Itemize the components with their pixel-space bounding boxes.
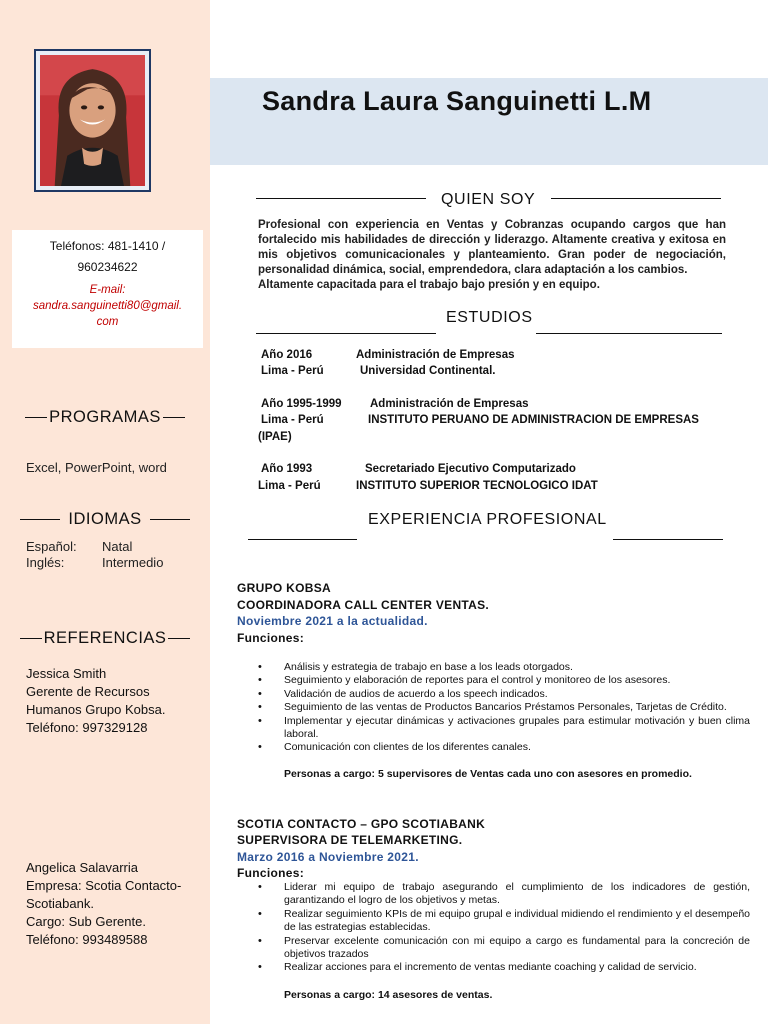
experiencia-title: EXPERIENCIA PROFESIONAL: [368, 511, 607, 528]
study-place: Lima - Perú: [258, 480, 321, 492]
email-link[interactable]: sandra.sanguinetti80@gmail.: [32, 300, 183, 312]
reference-line: Humanos Grupo Kobsa.: [26, 702, 166, 717]
language-name: Español:: [26, 539, 77, 554]
phone-line: Teléfonos: 481-1410 /: [49, 239, 166, 253]
programas-text: Excel, PowerPoint, word: [26, 460, 167, 475]
reference-line: Teléfono: 997329128: [26, 720, 148, 735]
phone-line: 960234622: [77, 260, 138, 274]
profile-photo: [40, 55, 145, 186]
list-item: • Liderar mi equipo de trabajo asegurando el cumplimiento de los indicadores de gestión, garantizando el logro de los objetivos y metas.: [258, 881, 750, 908]
programas-title: PROGRAMAS: [49, 408, 161, 426]
study-institution: Universidad Continental.: [360, 365, 496, 377]
idiomas-heading: [0, 510, 210, 529]
list-item: • Implementar y ejecutar dinámicas y activaciones grupales para estimular motivación y buen clima laboral.: [258, 715, 750, 742]
referencias-heading: [0, 629, 210, 648]
study-institution: INSTITUTO PERUANO DE ADMINISTRACION DE EMPRESAS: [368, 414, 699, 426]
about-text: Profesional con experiencia en Ventas y Cobranzas ocupando cargos que han fortalecido mis habilidades de dirección y liderazgo. Altamente creativa y exitosa en mis objetivos comunicacionales y planteamiento. Gran poder de negociación, personalidad dinámica, social, emprendedora, clara adaptación a los cambios.: [258, 219, 726, 276]
section-rule: [551, 198, 721, 199]
job-period: Noviembre 2021 a la actualidad.: [237, 614, 428, 628]
job-company: SCOTIA CONTACTO – GPO SCOTIABANK: [237, 817, 486, 831]
heading-rule: [25, 417, 47, 418]
programas-heading: [0, 408, 210, 427]
heading-rule: [20, 638, 42, 639]
list-item: • Realizar acciones para el incremento de ventas mediante coaching y calidad de servicio.: [258, 961, 750, 974]
language-row: [26, 539, 133, 554]
job-functions-label: Funciones:: [237, 866, 305, 880]
reference-line: Cargo: Sub Gerente.: [26, 914, 146, 929]
study-year: Año 2016: [261, 349, 313, 361]
list-item: • Seguimiento y elaboración de reportes para el control y monitoreo de los asesores.: [258, 674, 750, 687]
list-item: • Seguimiento de las ventas de Productos Bancarios Préstamos Personales, Tarjetas de Crédito.: [258, 701, 750, 714]
section-rule: [256, 333, 436, 334]
heading-rule: [20, 519, 60, 520]
profile-photo-frame: [34, 49, 151, 192]
heading-rule: [163, 417, 185, 418]
heading-rule: [168, 638, 190, 639]
language-level: Intermedio: [102, 555, 164, 570]
study-program: Secretariado Ejecutivo Computarizado: [365, 463, 576, 475]
language-row: [26, 555, 164, 570]
reference-line: Angelica Salavarria: [26, 860, 139, 875]
email-label: E-mail:: [89, 284, 126, 296]
heading-rule: [150, 519, 190, 520]
contact-box: [12, 230, 203, 348]
language-level: Natal: [102, 539, 133, 554]
job-period: Marzo 2016 a Noviembre 2021.: [237, 850, 419, 864]
job-role: SUPERVISORA DE TELEMARKETING.: [237, 833, 463, 847]
job-functions-list: [258, 881, 750, 975]
job-functions-list: [258, 661, 750, 755]
reference-entry: [26, 859, 206, 949]
list-item: • Comunicación con clientes de los diferentes canales.: [258, 741, 750, 754]
study-program: Administración de Empresas: [356, 349, 515, 361]
estudios-title: ESTUDIOS: [446, 309, 533, 326]
reference-line: Jessica Smith: [26, 666, 107, 681]
reference-line: Gerente de Recursos: [26, 684, 150, 699]
job-role: COORDINADORA CALL CENTER VENTAS.: [237, 598, 490, 612]
reference-entry: [26, 665, 206, 737]
reference-line: Empresa: Scotia Contacto-: [26, 878, 182, 893]
section-rule: [248, 539, 357, 540]
section-rule: [613, 539, 723, 540]
study-program: Administración de Empresas: [370, 398, 529, 410]
section-rule: [536, 333, 722, 334]
job-staff: Personas a cargo: 14 asesores de ventas.: [284, 989, 493, 1001]
reference-line: Scotiabank.: [26, 896, 94, 911]
page-title: Sandra Laura Sanguinetti L.M: [262, 86, 652, 116]
referencias-title: REFERENCIAS: [43, 629, 167, 647]
about-text: Altamente capacitada para el trabajo bajo presión y en equipo.: [258, 279, 600, 291]
portrait-image: [40, 55, 145, 186]
study-year: Año 1993: [261, 463, 313, 475]
job-functions-label: Funciones:: [237, 631, 305, 645]
study-institution-cont: (IPAE): [258, 431, 292, 443]
section-rule: [256, 198, 426, 199]
list-item: • Realizar seguimiento KPIs de mi equipo grupal e individual midiendo el rendimiento y el desempeño de las estrategias establecidas.: [258, 908, 750, 935]
study-place: Lima - Perú: [261, 365, 324, 377]
list-item: • Análisis y estrategia de trabajo en base a los leads otorgados.: [258, 661, 750, 674]
job-company: GRUPO KOBSA: [237, 581, 331, 595]
email-link-cont[interactable]: com: [96, 316, 119, 328]
list-item: • Validación de audios de acuerdo a los speech indicados.: [258, 688, 750, 701]
job-staff: Personas a cargo: 5 supervisores de Ventas cada uno con asesores en promedio.: [284, 768, 692, 780]
about-paragraph: [258, 218, 726, 293]
study-place: Lima - Perú: [261, 414, 324, 426]
reference-line: Teléfono: 993489588: [26, 932, 148, 947]
study-institution: INSTITUTO SUPERIOR TECNOLOGICO IDAT: [356, 480, 598, 492]
language-name: Inglés:: [26, 555, 65, 570]
list-item: • Preservar excelente comunicación con mi equipo a cargo es fundamental para la concreción de objetivos trazados: [258, 935, 750, 962]
study-year: Año 1995-1999: [261, 398, 342, 410]
idiomas-title: IDIOMAS: [68, 510, 142, 528]
quien-soy-title: QUIEN SOY: [441, 191, 536, 208]
